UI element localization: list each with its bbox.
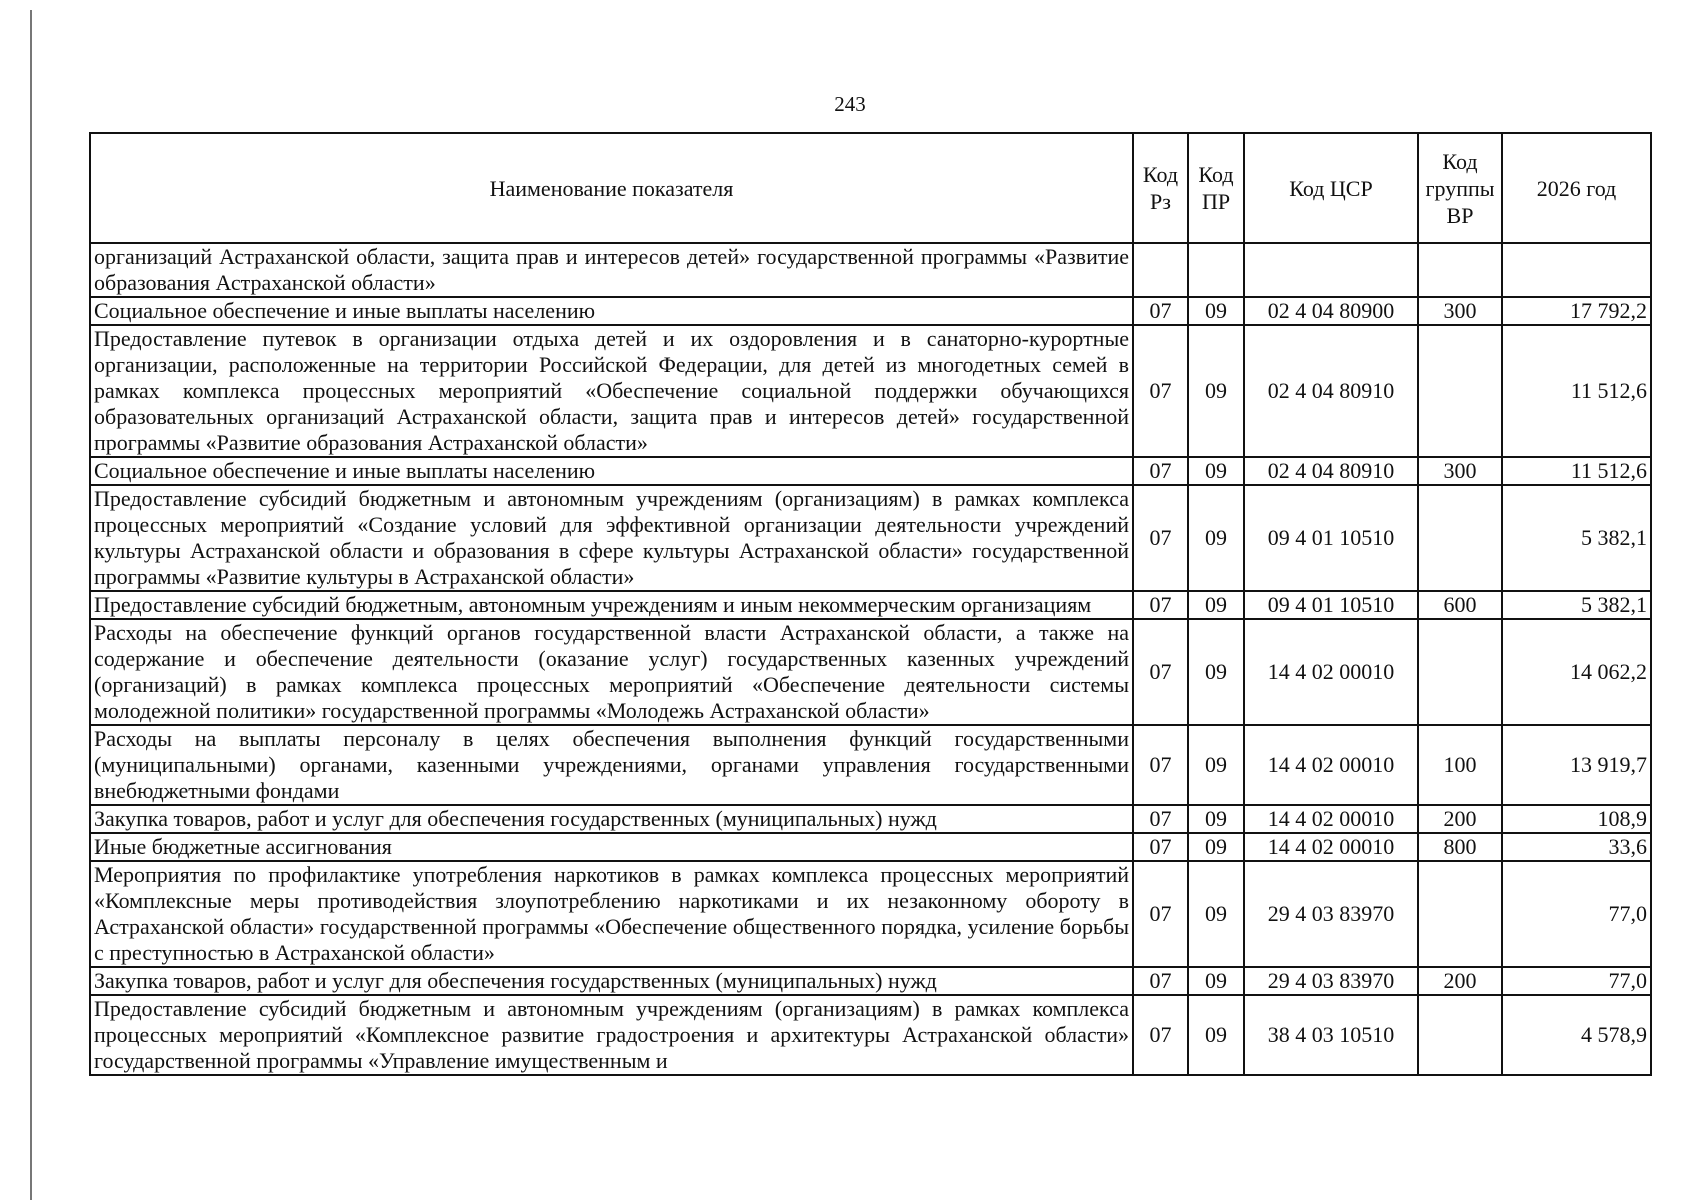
row-name: Социальное обеспечение и иные выплаты населению [90,297,1133,325]
row-vr [1418,325,1502,457]
table-row [90,619,1651,725]
table-row [90,805,1651,833]
row-csr: 14 4 02 00010 [1244,805,1418,833]
row-vr [1418,243,1502,297]
row-pr [1188,243,1244,297]
table-row [90,457,1651,485]
row-vr: 200 [1418,805,1502,833]
table-row [90,861,1651,967]
row-pr: 09 [1188,805,1244,833]
row-name: Расходы на обеспечение функций органов государственной власти Астраханской области, а также на содержание и обеспечение деятельности (оказание услуг) государственных казенных учреждений (организаций) в рамках комплекса процессных мероприятий «Обеспечение деятельности системы молодежной политики» государственной программы «Молодежь Астраханской области» [90,619,1133,725]
row-rz: 07 [1133,995,1188,1075]
row-name: Предоставление субсидий бюджетным, автономным учреждениям и иным некоммерческим организациям [90,591,1133,619]
header-name: Наименование показателя [90,133,1133,243]
header-csr: Код ЦСР [1244,133,1418,243]
row-amount: 108,9 [1502,805,1651,833]
row-pr: 09 [1188,457,1244,485]
row-rz: 07 [1133,833,1188,861]
row-csr: 09 4 01 10510 [1244,591,1418,619]
row-csr: 14 4 02 00010 [1244,725,1418,805]
row-amount [1502,243,1651,297]
row-rz: 07 [1133,457,1188,485]
row-vr: 200 [1418,967,1502,995]
row-rz: 07 [1133,967,1188,995]
row-pr: 09 [1188,619,1244,725]
table-row [90,485,1651,591]
table-header-row [90,133,1651,243]
row-amount: 5 382,1 [1502,591,1651,619]
row-rz [1133,243,1188,297]
row-amount: 77,0 [1502,967,1651,995]
row-name: Мероприятия по профилактике употребления наркотиков в рамках комплекса процессных мероприятий «Комплексные меры противодействия злоупотреблению наркотиками и их незаконному обороту в Астраханской области» государственной программы «Обеспечение общественного порядка, усиление борьбы с преступностью в Астраханской области» [90,861,1133,967]
row-csr: 14 4 02 00010 [1244,619,1418,725]
row-csr: 02 4 04 80910 [1244,325,1418,457]
row-amount: 11 512,6 [1502,325,1651,457]
row-amount: 77,0 [1502,861,1651,967]
table-row [90,725,1651,805]
row-amount: 5 382,1 [1502,485,1651,591]
row-rz: 07 [1133,297,1188,325]
row-vr [1418,485,1502,591]
row-csr: 02 4 04 80900 [1244,297,1418,325]
row-pr: 09 [1188,325,1244,457]
header-vr: Код группы ВР [1418,133,1502,243]
row-pr: 09 [1188,725,1244,805]
row-amount: 17 792,2 [1502,297,1651,325]
row-csr: 14 4 02 00010 [1244,833,1418,861]
row-name: Закупка товаров, работ и услуг для обеспечения государственных (муниципальных) нужд [90,967,1133,995]
page-number: 243 [834,92,866,116]
row-amount: 33,6 [1502,833,1651,861]
row-name: организаций Астраханской области, защита прав и интересов детей» государственной программы «Развитие образования Астраханской области» [90,243,1133,297]
scan-margin-line [30,10,32,1200]
row-vr: 600 [1418,591,1502,619]
row-vr: 300 [1418,457,1502,485]
row-vr [1418,619,1502,725]
row-rz: 07 [1133,805,1188,833]
row-pr: 09 [1188,861,1244,967]
row-vr: 300 [1418,297,1502,325]
row-name: Предоставление субсидий бюджетным и автономным учреждениям (организациям) в рамках комплекса процессных мероприятий «Создание условий для эффективной организации деятельности учреждений культуры Астраханской области и образования в сфере культуры Астраханской области» государственной программы «Развитие культуры в Астраханской области» [90,485,1133,591]
budget-table [89,132,1652,1076]
row-csr: 09 4 01 10510 [1244,485,1418,591]
row-pr: 09 [1188,967,1244,995]
row-vr: 800 [1418,833,1502,861]
row-vr [1418,861,1502,967]
row-csr: 02 4 04 80910 [1244,457,1418,485]
table-row [90,297,1651,325]
row-name: Иные бюджетные ассигнования [90,833,1133,861]
row-pr: 09 [1188,995,1244,1075]
row-amount: 13 919,7 [1502,725,1651,805]
row-csr: 38 4 03 10510 [1244,995,1418,1075]
header-pr: Код ПР [1188,133,1244,243]
table-row [90,995,1651,1075]
table-row [90,325,1651,457]
header-year: 2026 год [1502,133,1651,243]
row-rz: 07 [1133,861,1188,967]
row-name: Закупка товаров, работ и услуг для обеспечения государственных (муниципальных) нужд [90,805,1133,833]
row-rz: 07 [1133,325,1188,457]
table-row [90,967,1651,995]
row-vr [1418,995,1502,1075]
row-rz: 07 [1133,619,1188,725]
header-rz: Код Рз [1133,133,1188,243]
row-name: Предоставление субсидий бюджетным и автономным учреждениям (организациям) в рамках комплекса процессных мероприятий «Комплексное развитие градостроения и архитектуры Астраханской области» государственной программы «Управление имущественным и [90,995,1133,1075]
row-amount: 14 062,2 [1502,619,1651,725]
row-pr: 09 [1188,833,1244,861]
row-csr: 29 4 03 83970 [1244,967,1418,995]
row-csr [1244,243,1418,297]
row-pr: 09 [1188,485,1244,591]
row-rz: 07 [1133,591,1188,619]
row-pr: 09 [1188,591,1244,619]
row-rz: 07 [1133,485,1188,591]
row-name: Предоставление путевок в организации отдыха детей и их оздоровления и в санаторно-курортные организации, расположенные на территории Российской Федерации, для детей из многодетных семей в рамках комплекса процессных мероприятий «Обеспечение социальной поддержки обучающихся образовательных организаций Астраханской области, защита прав и интересов детей» государственной программы «Развитие образования Астраханской области» [90,325,1133,457]
table-row [90,243,1651,297]
row-vr: 100 [1418,725,1502,805]
table-row [90,833,1651,861]
row-name: Социальное обеспечение и иные выплаты населению [90,457,1133,485]
row-amount: 11 512,6 [1502,457,1651,485]
row-name: Расходы на выплаты персоналу в целях обеспечения выполнения функций государственными (муниципальными) органами, казенными учреждениями, органами управления государственными внебюджетными фондами [90,725,1133,805]
row-csr: 29 4 03 83970 [1244,861,1418,967]
table-row [90,591,1651,619]
row-amount: 4 578,9 [1502,995,1651,1075]
row-pr: 09 [1188,297,1244,325]
row-rz: 07 [1133,725,1188,805]
